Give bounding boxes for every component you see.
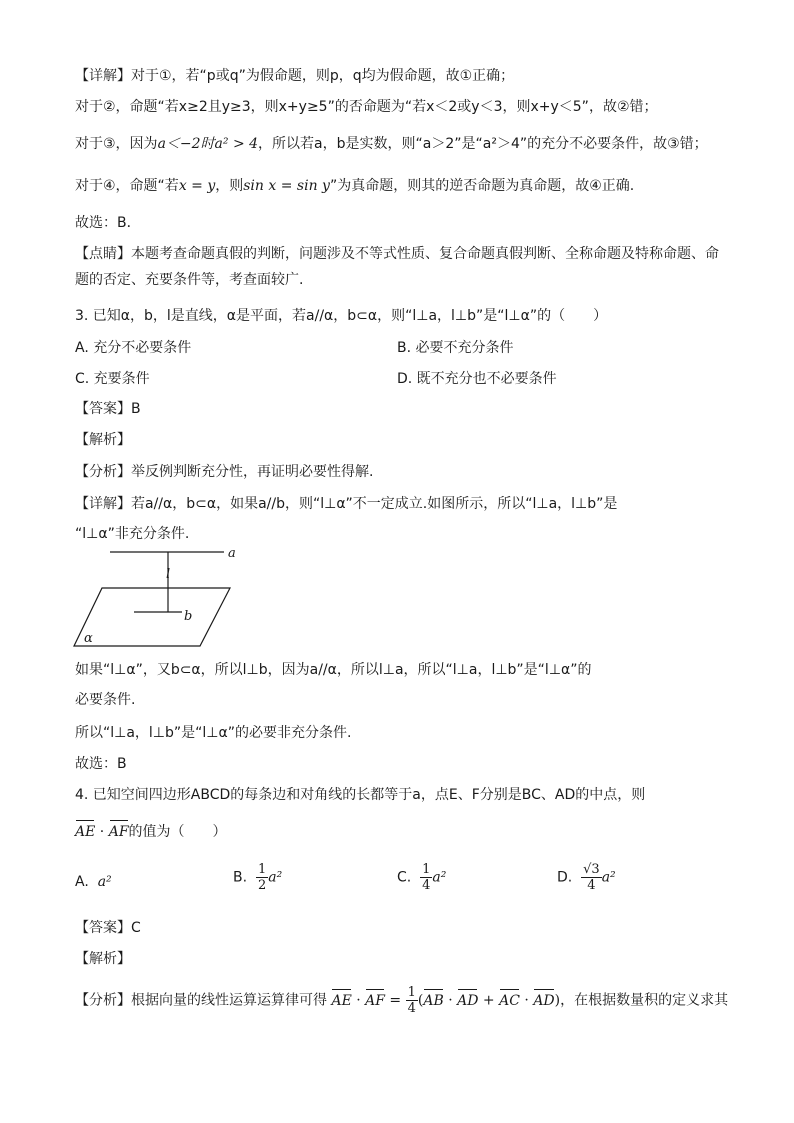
q4-jiexi: 【解析】 <box>75 951 131 967</box>
label-b: b <box>184 609 193 624</box>
q4-option-c-fraction <box>420 862 432 893</box>
q4-eq-ae: AE <box>331 992 352 1009</box>
q3-fenxi: 【分析】举反例判断充分性，再证明必要性得解. <box>75 464 374 480</box>
q4-eq-dot-1: · <box>351 992 366 1009</box>
q4-fenxi <box>75 985 728 1016</box>
q4-eq-dot-2: · <box>443 992 458 1009</box>
q3-after-2: 必要条件. <box>75 692 136 708</box>
line-7: 题的否定、充要条件等，考查面较广. <box>75 272 304 288</box>
q4-option-d-label: D. <box>557 869 573 886</box>
q4-answer: 【答案】C <box>75 920 141 936</box>
label-a: a <box>228 546 236 561</box>
q4-eq-af: AF <box>365 992 385 1009</box>
plane-alpha <box>74 588 230 646</box>
line-3-text-b: ，所以若a，b是实数，则“a＞2”是“a²＞4”的充分不必要条件，故③错； <box>258 136 708 152</box>
q4-vector-af: AF <box>108 824 129 840</box>
q4-stem-tail: 的值为（ ） <box>128 824 227 840</box>
q4-stem-2 <box>75 822 227 842</box>
q4-eq-fraction <box>406 985 418 1016</box>
q4-option-b <box>233 862 282 893</box>
q4-option-c-den: 4 <box>422 878 431 893</box>
q4-option-b-den: 2 <box>257 878 267 893</box>
q3-detail-2: “l⊥α”非充分条件. <box>75 526 190 542</box>
q4-fenxi-text-a: 【分析】根据向量的线性运算运算律可得 <box>75 992 327 1009</box>
q4-option-d-den: 4 <box>587 878 596 893</box>
q4-option-b-num: 1 <box>257 862 267 877</box>
q4-option-d <box>557 862 616 893</box>
q3-choose: 故选：B <box>75 756 127 772</box>
q4-eq-equals: = <box>384 992 406 1009</box>
q4-option-b-tail: a² <box>268 869 283 886</box>
q4-eq-open: ( <box>417 992 424 1009</box>
line-3 <box>75 134 708 154</box>
q3-after-3: 所以“l⊥a，l⊥b”是“l⊥α”的必要非充分条件. <box>75 725 352 741</box>
q4-eq-den: 4 <box>407 1001 416 1016</box>
line-2: 对于②，命题“若x≥2且y≥3，则x+y≥5”的否命题为“若x＜2或y＜3，则x+y＜5”，故②错； <box>75 99 658 115</box>
q4-eq-ad-1: AD <box>457 992 479 1009</box>
q3-answer: 【答案】B <box>75 401 141 417</box>
q4-option-d-fraction <box>581 862 602 893</box>
line-4-math-2: sin x = sin y <box>243 178 330 194</box>
q4-option-b-fraction <box>256 862 268 893</box>
q4-option-c <box>397 862 446 893</box>
q4-option-a-value: a² <box>97 874 112 890</box>
q3-option-c: C. 充要条件 <box>75 371 150 387</box>
q4-option-a-label: A. <box>75 874 89 890</box>
label-alpha: α <box>84 631 93 646</box>
line-4-text-a: 对于④，命题“若 <box>75 178 179 194</box>
q4-option-b-label: B. <box>233 869 248 886</box>
q4-fenxi-text-b: ，在根据数量积的定义求其 <box>560 992 729 1009</box>
q4-option-c-label: C. <box>397 869 412 886</box>
q4-option-a <box>75 872 112 892</box>
line-5: 故选：B． <box>75 215 141 231</box>
q4-eq-ac: AC <box>499 992 520 1009</box>
q4-eq-close: ) <box>554 992 561 1009</box>
q4-eq-dot-3: · <box>519 992 534 1009</box>
line-4-text-b: ，则 <box>215 178 244 194</box>
line-4 <box>75 176 634 196</box>
line-1: 【详解】对于①，若“p或q”为假命题，则p，q均为假命题，故①正确； <box>75 68 515 84</box>
q4-option-c-num: 1 <box>422 862 431 877</box>
q4-option-d-tail: a² <box>601 869 616 886</box>
line-4-math-1: x = y <box>178 178 216 194</box>
q3-jiexi: 【解析】 <box>75 432 131 448</box>
q4-eq-ab: AB <box>423 992 444 1009</box>
line-4-text-c: ”为真命题，则其的逆否命题为真命题，故④正确. <box>329 178 635 194</box>
q3-option-d: D. 既不充分也不必要条件 <box>397 371 557 387</box>
q4-option-d-num: √3 <box>583 862 600 877</box>
line-6: 【点睛】本题考查命题真假的判断，问题涉及不等式性质、复合命题真假判断、全称命题及特称命题、命 <box>75 246 719 262</box>
q3-after-1: 如果“l⊥α”，又b⊂α，所以l⊥b，因为a//α，所以l⊥a，所以“l⊥a，l⊥b”是“l⊥α”的 <box>75 662 592 678</box>
q3-stem: 3. 已知α，b，l是直线，α是平面，若a//α，b⊂α，则“l⊥a，l⊥b”是“l⊥α”的（ ） <box>75 308 608 324</box>
q3-option-b: B. 必要不充分条件 <box>397 340 514 356</box>
line-3-math: a＜−2时a² > 4 <box>157 136 259 152</box>
q4-dot: · <box>95 824 109 840</box>
q4-stem-1: 4. 已知空间四边形ABCD的每条边和对角线的长都等于a，点E、F分别是BC、AD的中点，则 <box>75 787 646 803</box>
q4-eq-plus: + <box>478 992 500 1009</box>
label-l: l <box>166 567 171 582</box>
q4-option-c-tail: a² <box>432 869 447 886</box>
q3-detail-1: 【详解】若a//α，b⊂α，如果a//b，则“l⊥α”不一定成立.如图所示，所以“l⊥a，l⊥b”是 <box>75 496 618 512</box>
q3-figure <box>72 546 242 648</box>
q3-option-a: A. 充分不必要条件 <box>75 340 192 356</box>
q4-eq-ad-2: AD <box>533 992 555 1009</box>
q4-eq-num: 1 <box>407 985 416 1000</box>
line-3-text-a: 对于③，因为 <box>75 136 158 152</box>
q4-vector-ae: AE <box>75 824 96 840</box>
